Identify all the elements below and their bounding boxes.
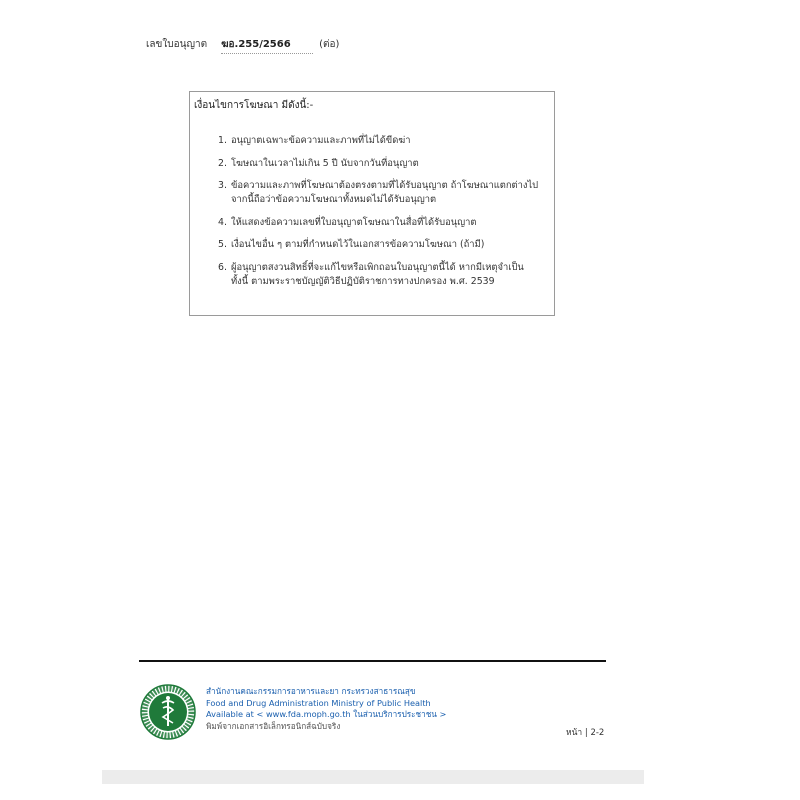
condition-item: [218, 134, 544, 148]
page-number: หน้า | 2-2: [566, 728, 605, 738]
condition-text: ข้อความและภาพที่โฆษณาต้องตรงตามที่ได้รับอนุญาต ถ้าโฆษณาแตกต่างไป: [231, 180, 539, 191]
condition-number: 3.: [218, 180, 227, 191]
condition-text: ให้แสดงข้อความเลขที่ใบอนุญาตโฆษณาในสื่อที่ได้รับอนุญาต: [231, 216, 477, 228]
condition-item: [218, 261, 544, 289]
condition-item: [218, 179, 544, 207]
footer-print-note: พิมพ์จากเอกสารอิเล็กทรอนิกส์ฉบับจริง: [206, 720, 341, 731]
condition-item: [218, 157, 544, 171]
condition-number: 6.: [218, 261, 227, 273]
footer-available-link[interactable]: Available at < www.fda.moph.go.th ในส่วนบริการประชาชน >: [206, 709, 447, 719]
license-number-row: [146, 37, 339, 54]
license-label: เลขใบอนุญาต: [146, 39, 208, 50]
license-number: ฆอ.255/2566: [221, 37, 313, 54]
condition-text: เงื่อนไขอื่น ๆ ตามที่กำหนดไว้ในเอกสารข้อความโฆษณา (ถ้ามี): [231, 239, 485, 250]
condition-text: ผู้อนุญาตสงวนสิทธิ์ที่จะแก้ไขหรือเพิกถอนใบอนุญาตนี้ได้ หากมีเหตุจำเป็น: [231, 261, 524, 273]
condition-item: [218, 216, 544, 230]
footer-text-block: [206, 686, 446, 732]
condition-item: [218, 238, 544, 252]
condition-number: 1.: [218, 135, 227, 146]
condition-text-continued: ทั้งนี้ ตามพระราชบัญญัติวิธีปฏิบัติราชการทางปกครอง พ.ศ. 2539: [231, 275, 495, 287]
conditions-box: [189, 91, 555, 316]
footer-thai-org: สำนักงานคณะกรรมการอาหารและยา กระทรวงสาธารณสุข: [206, 686, 416, 696]
page-edge-shadow: [102, 770, 644, 784]
continued-label: (ต่อ): [319, 39, 340, 50]
condition-text-continued: จากนี้ถือว่าข้อความโฆษณาทั้งหมดไม่ได้รับอนุญาต: [231, 194, 437, 205]
condition-text: โฆษณาในเวลาไม่เกิน 5 ปี นับจากวันที่อนุญาต: [231, 157, 419, 169]
condition-number: 5.: [218, 239, 227, 250]
fda-seal-icon: [140, 684, 196, 740]
footer-english-org: Food and Drug Administration Ministry of Public Health: [206, 697, 431, 708]
conditions-list: [194, 134, 544, 289]
condition-text: อนุญาตเฉพาะข้อความและภาพที่ไม่ได้ขีดฆ่า: [231, 135, 411, 146]
conditions-title: เงื่อนไขการโฆษณา มีดังนี้:-: [194, 100, 314, 111]
condition-number: 4.: [218, 216, 227, 228]
footer-divider: [139, 660, 606, 662]
condition-number: 2.: [218, 157, 227, 169]
